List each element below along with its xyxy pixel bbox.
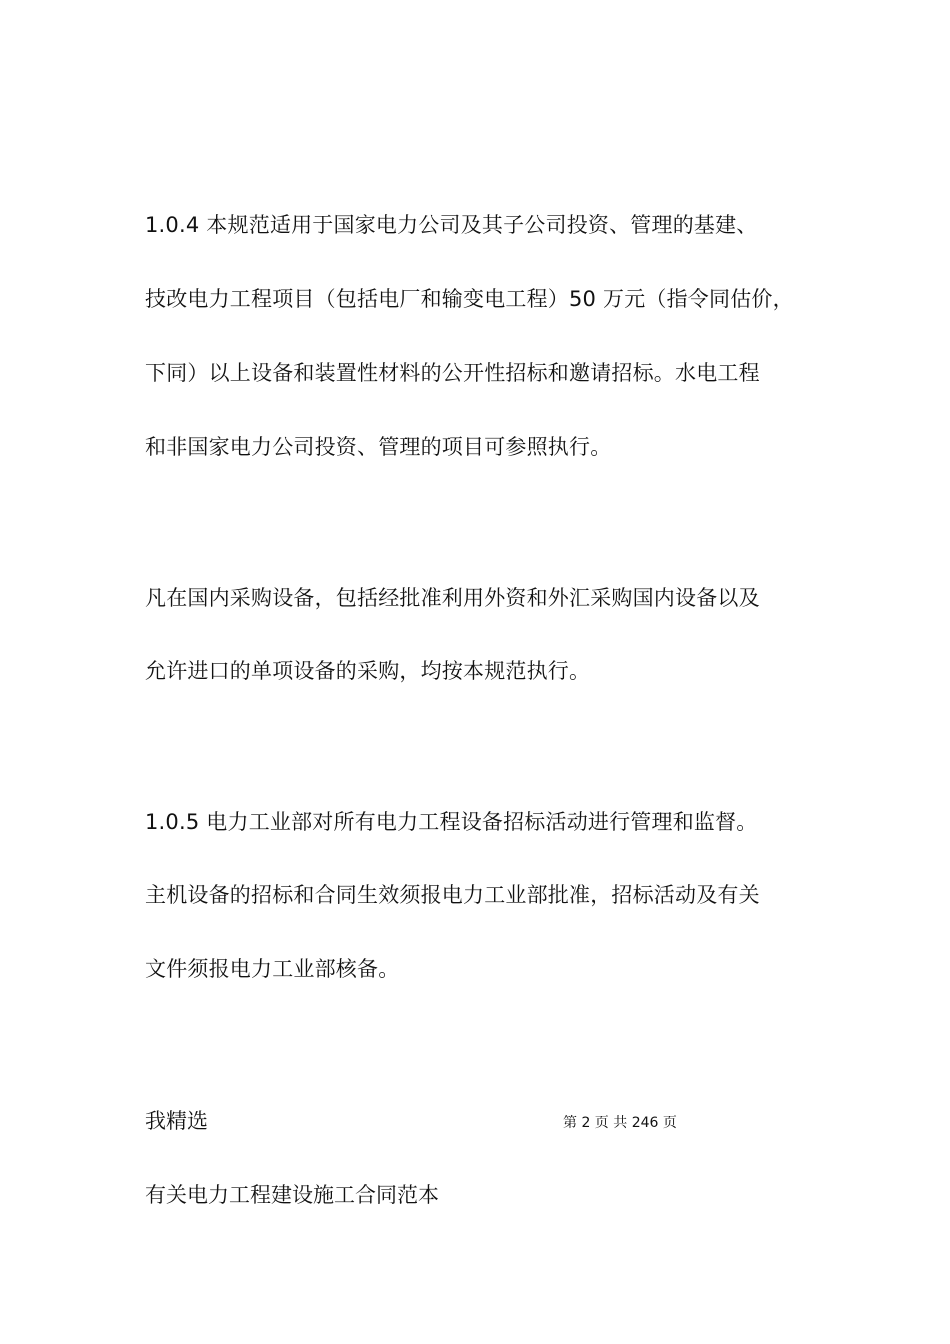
paragraph-1-line-4: 和非国家电力公司投资、管理的项目可参照执行。 [145, 435, 612, 459]
paragraph-3-line-2: 主机设备的招标和合同生效须报电力工业部批准，招标活动及有关 [145, 883, 760, 907]
footer-source-label: 我精选 [145, 1109, 208, 1133]
paragraph-3-line-3: 文件须报电力工业部核备。 [145, 957, 400, 981]
paragraph-3-line-1: 1.0.5 电力工业部对所有电力工程设备招标活动进行管理和监督。 [145, 810, 758, 834]
paragraph-2-line-2: 允许进口的单项设备的采购，均按本规范执行。 [145, 659, 591, 683]
paragraph-1-line-1: 1.0.4 本规范适用于国家电力公司及其子公司投资、管理的基建、 [145, 213, 758, 237]
paragraph-1-line-2: 技改电力工程项目（包括电厂和输变电工程）50 万元（指令同估价， [145, 287, 794, 311]
paragraph-1-line-3: 下同）以上设备和装置性材料的公开性招标和邀请招标。水电工程 [145, 361, 760, 385]
paragraph-2-line-1: 凡在国内采购设备，包括经批准利用外资和外汇采购国内设备以及 [145, 586, 760, 610]
document-title: 有关电力工程建设施工合同范本 [145, 1183, 439, 1207]
page-indicator: 第 2 页 共 246 页 [563, 1115, 677, 1131]
